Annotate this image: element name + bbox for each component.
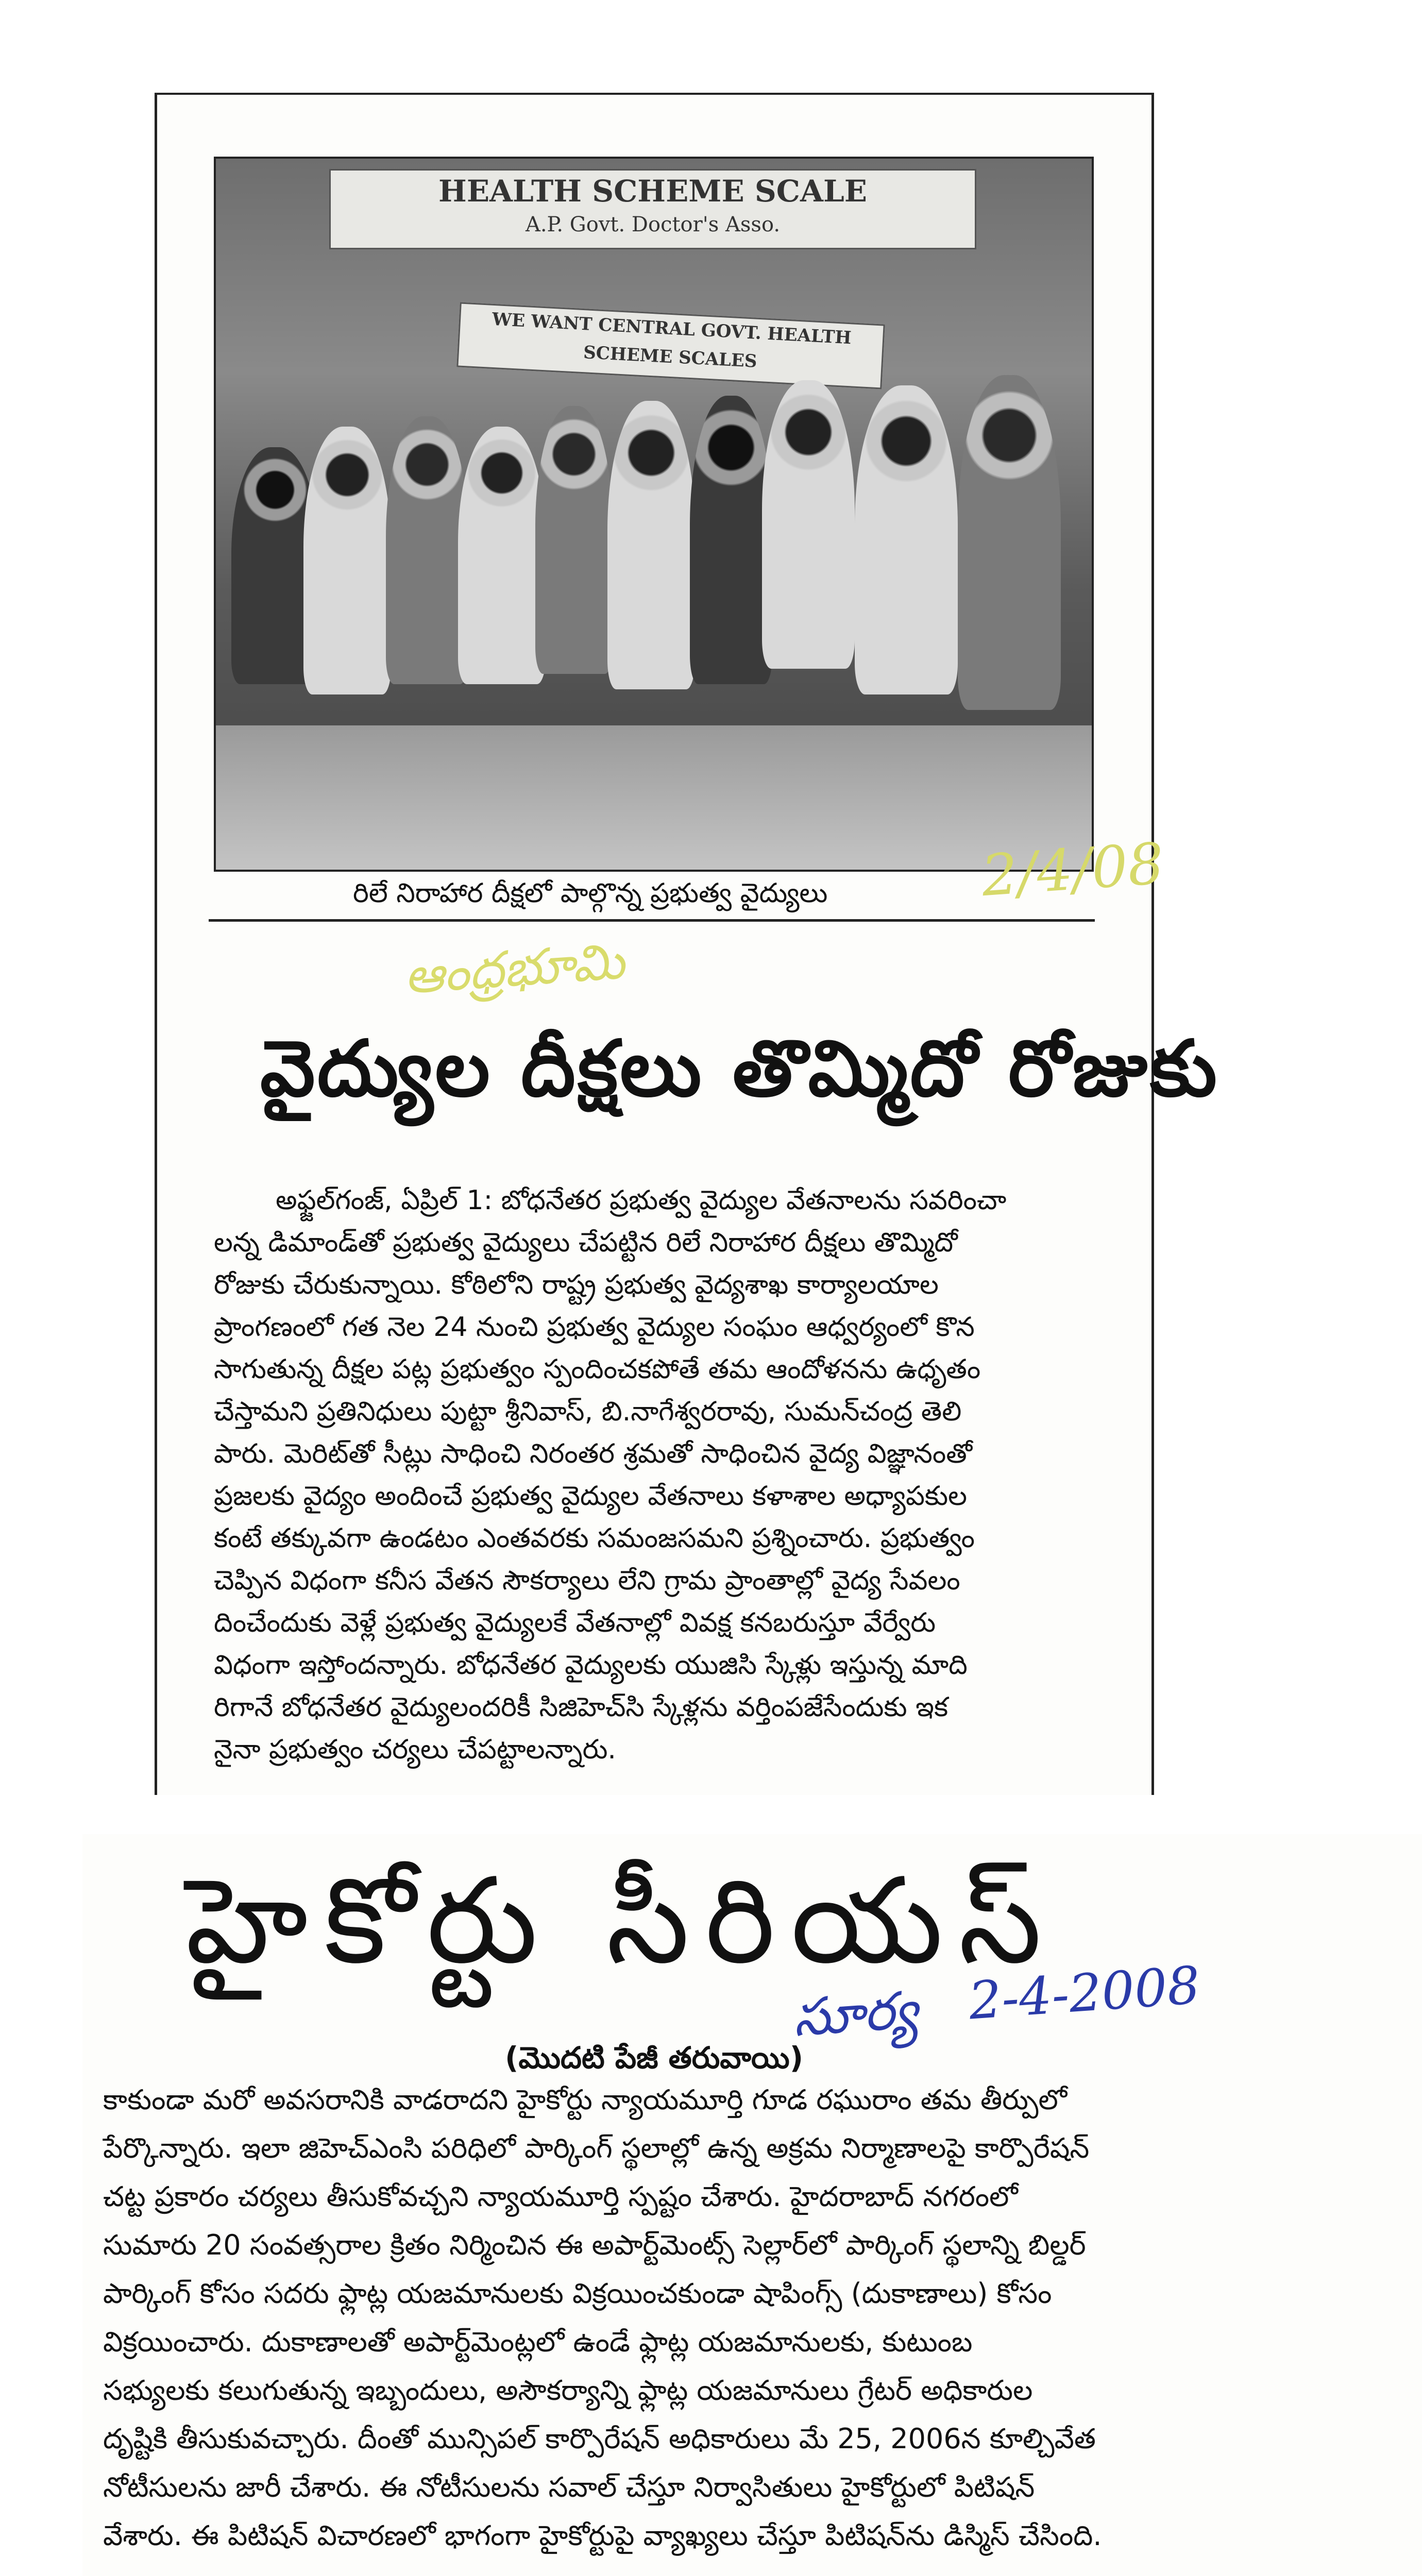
article-line: ప్రజలకు వైద్యం అందించే ప్రభుత్వ వైద్యుల వేతనాలు కళాశాల అధ్యాపకుల — [214, 1481, 967, 1512]
article-line: దించేందుకు వెళ్లే ప్రభుత్వ వైద్యులకే వేతనాల్లో వివక్ష కనబరుస్తూ వేర్వేరు — [214, 1607, 936, 1638]
article-line: పార్కింగ్ కోసం సదరు ఫ్లాట్ల యజమానులకు విక్రయించకుండా షాపింగ్స్ (దుకాణాలు) కోసం — [103, 2277, 1052, 2310]
article-line: కాకుండా మరో అవసరానికి వాడరాదని హైకోర్టు న్యాయమూర్తి గూడ రఘురాం తమ తీర్పులో — [103, 2083, 1068, 2116]
article-line: సాగుతున్న దీక్షల పట్ల ప్రభుత్వం స్పందించకపోతే తమ ఆందోళనను ఉధృతం — [214, 1354, 981, 1385]
photo-person — [762, 380, 855, 669]
big-title: హైకోర్టు సీరియస్ — [185, 1853, 1057, 1990]
article-line: ప్రాంగణంలో గత నెల 24 నుంచి ప్రభుత్వ వైద్యుల సంఘం ఆధ్వర్యంలో కొన — [214, 1312, 975, 1343]
article-line: రిగానే బోధనేతర వైద్యులందరికీ సిజిహెచ్‌సి స్కేళ్లను వర్తింపజేసేందుకు ఇక — [214, 1692, 948, 1723]
continued-label: (మొదటి పేజీ తరువాయి) — [505, 2040, 804, 2075]
handwritten-source: సూర్య — [791, 1979, 920, 2048]
photo-person — [855, 385, 958, 694]
article-line: పేర్కొన్నారు. ఇలా జిహెచ్‌ఎంసి పరిధిలో పార్కింగ్ స్థలాల్లో ఉన్న అక్రమ నిర్మాణాలపై కార్పొరేషన్ — [103, 2132, 1090, 2164]
article-line: వేశారు. ఈ పిటిషన్ విచారణలో భాగంగా హైకోర్టుపై వ్యాఖ్యలు చేస్తూ పిటిషన్‌ను డిస్మిస్ చేసింది. — [103, 2519, 1102, 2552]
photo-caption: రిలే నిరాహార దీక్షలో పాల్గొన్న ప్రభుత్వ వైద్యులు — [353, 878, 828, 909]
photo-person — [607, 401, 695, 689]
article-line: పారు. మెరిట్‌తో సీట్లు సాధించి నిరంతర శ్రమతో సాధించిన వైద్య విజ్ఞానంతో — [214, 1438, 973, 1469]
divider — [209, 919, 1095, 922]
photo-floor — [216, 725, 1092, 870]
hunger-strike-photo — [214, 157, 1094, 872]
article-line: నోటీసులను జారీ చేశారు. ఈ నోటీసులను సవాల్ చేస్తూ నిర్వాసితులు హైకోర్టులో పిటిషన్ — [103, 2471, 1035, 2503]
photo-person — [458, 427, 546, 684]
headline: వైద్యుల దీక్షలు తొమ్మిదో రోజుకు — [260, 1023, 1219, 1114]
article-line: దృష్టికి తీసుకువచ్చారు. దీంతో మున్సిపల్ కార్పొరేషన్ అధికారులు మే 25, 2006న కూల్చివేత — [103, 2422, 1096, 2455]
surya-clipping — [82, 1834, 1422, 2576]
handwritten-date: 2-4-2008 — [967, 1955, 1202, 2031]
article-line: కంటే తక్కువగా ఉండటం ఎంతవరకు సమంజసమని ప్రశ్నించారు. ప్రభుత్వం — [214, 1523, 975, 1554]
photo-person — [958, 375, 1061, 710]
article-line: సుమారు 20 సంవత్సరాల క్రితం నిర్మించిన ఈ అపార్ట్‌మెంట్స్ సెల్లార్‌లో పార్కింగ్ స్థలాన్ని బిల్డర్ — [103, 2229, 1086, 2261]
article-line: సభ్యులకు కలుగుతున్న ఇబ్బందులు, అసౌకర్యాన్ని ఫ్లాట్ల యజమానులు గ్రేటర్ అధికారుల — [103, 2374, 1033, 2406]
article-line: నైనా ప్రభుత్వం చర్యలు చేపట్టాలన్నారు. — [214, 1734, 616, 1765]
handwritten-date: 2/4/08 — [979, 830, 1166, 909]
article-line: చేస్తామని ప్రతినిధులు పుట్టా శ్రీనివాస్, బి.నాగేశ్వరరావు, సుమన్‌చంద్ర తెలి — [214, 1396, 962, 1427]
andhra-bhoomi-clipping — [155, 93, 1219, 1795]
handwritten-source: ఆంధ్రభూమి — [402, 932, 626, 1005]
photo-banner-mid: WE WANT CENTRAL GOVT. HEALTH SCHEME SCALES — [456, 302, 885, 389]
article-line: రోజుకు చేరుకున్నాయి. కోఠిలోని రాష్ట్ర ప్రభుత్వ వైద్యశాఖ కార్యాలయాల — [214, 1269, 939, 1300]
article-line: విక్రయించారు. దుకాణాలతో అపార్ట్‌మెంట్లలో ఉండే ఫ్లాట్ల యజమానులకు, కుటుంబ — [103, 2326, 973, 2358]
article-line: చెప్పిన విధంగా కనీస వేతన సౌకర్యాలు లేని గ్రామ ప్రాంతాల్లో వైద్య సేవలం — [214, 1565, 960, 1596]
article-line: చట్ట ప్రకారం చర్యలు తీసుకోవచ్చని న్యాయమూర్తి స్పష్టం చేశారు. హైదరాబాద్ నగరంలో — [103, 2180, 1018, 2213]
photo-person — [535, 406, 613, 674]
photo-person — [690, 396, 772, 684]
photo-person — [386, 416, 468, 684]
article-line: విధంగా ఇస్తోందన్నారు. బోధనేతర వైద్యులకు యుజిసి స్కేళ్లు ఇస్తున్న మాది — [214, 1650, 968, 1681]
article-line: అఫ్జల్‌గంజ్, ఏప్రిల్ 1: బోధనేతర ప్రభుత్వ వైద్యుల వేతనాలను సవరించా — [276, 1185, 1007, 1216]
article-line: లన్న డిమాండ్‌తో ప్రభుత్వ వైద్యులు చేపట్టిన రిలే నిరాహార దీక్షలు తొమ్మిదో — [214, 1227, 958, 1258]
photo-banner-top: HEALTH SCHEME SCALE A.P. Govt. Doctor's Asso. — [329, 169, 976, 249]
photo-person — [303, 427, 391, 694]
